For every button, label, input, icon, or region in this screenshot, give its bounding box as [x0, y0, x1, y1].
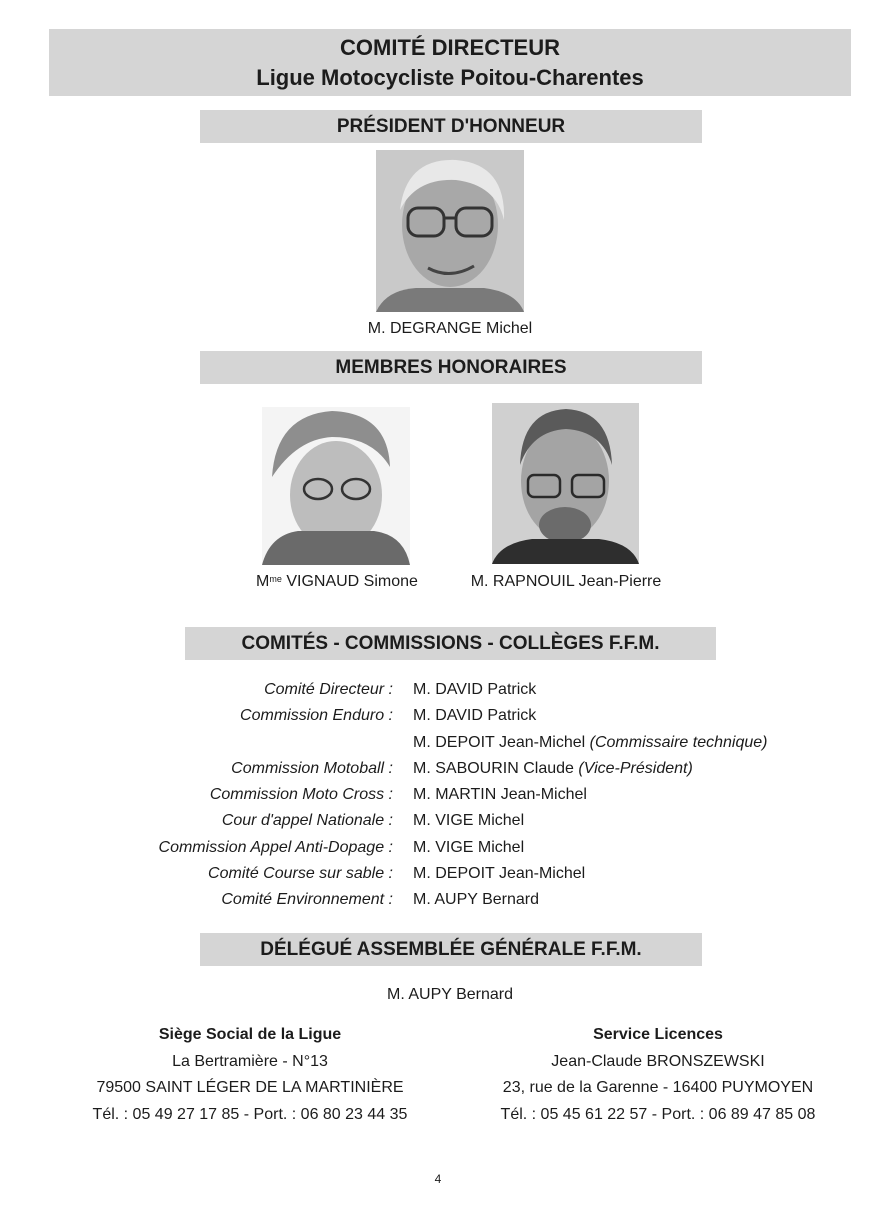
siege-address-line1: La Bertramière - N°13 [172, 1052, 328, 1070]
title-line-2: Ligue Motocycliste Poitou-Charentes [256, 65, 644, 90]
commission-label: Commission Enduro : [240, 707, 393, 725]
member-name: M. AUPY Bernard [413, 891, 539, 909]
member-note: (Commissaire technique) [589, 733, 768, 751]
member-name: M. DEPOIT Jean-Michel [413, 733, 590, 751]
licences-contact-block [458, 1022, 858, 1128]
commissions-list [80, 677, 860, 914]
list-item [80, 808, 860, 834]
member-rapnouil-photo [492, 403, 639, 564]
commission-member [413, 703, 860, 729]
siege-address-line2: 79500 SAINT LÉGER DE LA MARTINIÈRE [96, 1079, 404, 1096]
member-name: M. MARTIN Jean-Michel [413, 786, 587, 804]
commission-member [413, 782, 860, 808]
member-name: M. DEPOIT Jean-Michel [413, 865, 586, 883]
commission-label: Commission Appel Anti-Dopage : [158, 838, 393, 856]
member-vignaud-prefix: M [256, 573, 270, 590]
list-item [80, 861, 860, 887]
siege-heading: Siège Social de la Ligue [158, 1026, 342, 1043]
member-vignaud-surname: VIGNAUD Simone [281, 573, 418, 590]
commission-member [413, 808, 860, 834]
page-title [49, 29, 851, 96]
member-vignaud-name [232, 573, 442, 591]
licences-address: 23, rue de la Garenne - 16400 PUYMOYEN [502, 1079, 814, 1096]
siege-contact-block [60, 1022, 440, 1128]
commission-member [413, 756, 860, 782]
member-name: M. DAVID Patrick [413, 707, 537, 725]
licences-phone: Tél. : 05 45 61 22 57 - Port. : 06 89 47 85 08 [500, 1105, 816, 1123]
commission-member [413, 861, 860, 887]
commission-label: Cour d'appel Nationale : [221, 812, 393, 830]
commission-member [413, 887, 860, 913]
commission-member [413, 730, 860, 756]
list-item [80, 730, 860, 756]
member-rapnouil-name: M. RAPNOUIL Jean-Pierre [470, 573, 662, 590]
commission-member [413, 677, 860, 703]
siege-phone: Tél. : 05 49 27 17 85 - Port. : 06 80 23 44 35 [92, 1105, 408, 1123]
list-item [80, 756, 860, 782]
list-item [80, 887, 860, 913]
president-name: M. DEGRANGE Michel [367, 320, 533, 337]
licences-name: Jean-Claude BRONSZEWSKI [551, 1052, 765, 1070]
commission-member [413, 835, 860, 861]
commission-label: Commission Moto Cross : [209, 786, 393, 804]
licences-heading: Service Licences [593, 1026, 723, 1043]
member-vignaud-photo [262, 407, 410, 565]
president-heading: PRÉSIDENT D'HONNEUR [200, 110, 702, 143]
commission-label: Commission Motoball : [231, 759, 393, 777]
member-name: M. SABOURIN Claude [413, 759, 579, 777]
president-photo [376, 150, 524, 312]
commission-label [80, 730, 413, 756]
commission-label: Comité Course sur sable : [208, 865, 393, 883]
list-item [80, 703, 860, 729]
list-item [80, 677, 860, 703]
delegue-name: M. AUPY Bernard [387, 986, 513, 1003]
member-name: M. DAVID Patrick [413, 681, 537, 698]
list-item [80, 782, 860, 808]
delegue-heading: DÉLÉGUÉ ASSEMBLÉE GÉNÉRALE F.F.M. [200, 933, 702, 966]
commission-label: Comité Environnement : [221, 891, 393, 909]
member-vignaud-sup: me [269, 574, 282, 584]
member-name: M. VIGE Michel [413, 838, 525, 856]
page-number: 4 [434, 1172, 442, 1186]
member-name: M. VIGE Michel [413, 812, 525, 830]
honoraires-heading: MEMBRES HONORAIRES [200, 351, 702, 384]
list-item [80, 835, 860, 861]
title-line-1: COMITÉ DIRECTEUR [340, 35, 560, 60]
comites-heading: COMITÉS - COMMISSIONS - COLLÈGES F.F.M. [185, 627, 716, 660]
member-note: (Vice-Président) [578, 759, 693, 777]
commission-label: Comité Directeur : [264, 681, 393, 698]
